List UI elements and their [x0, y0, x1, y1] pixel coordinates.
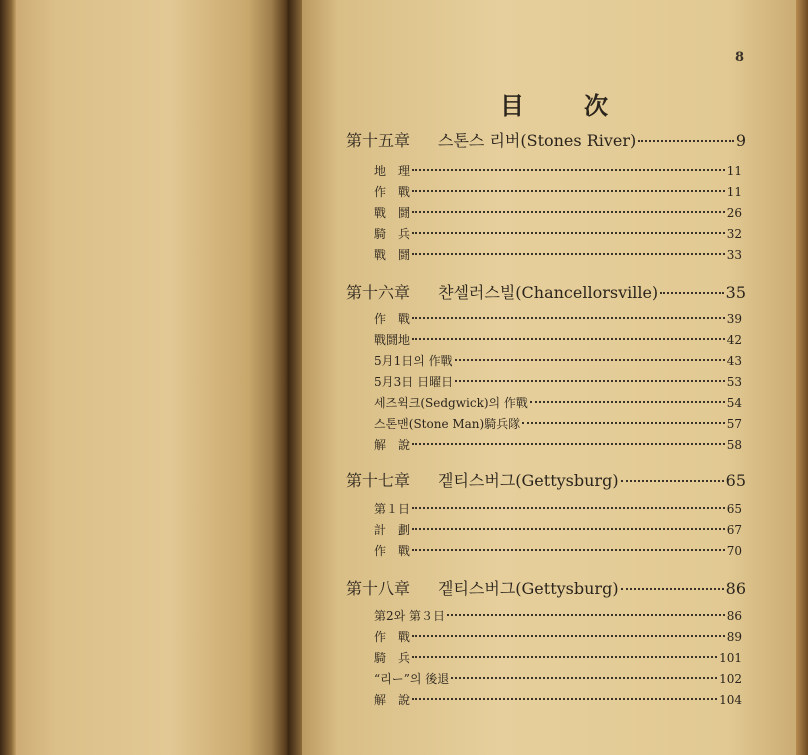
toc-entry	[374, 373, 742, 390]
toc-entry	[374, 500, 742, 517]
entry-page: 89	[726, 630, 742, 644]
entry-label: 作 戰	[374, 544, 411, 558]
chapter-number: 第十五章	[346, 131, 411, 150]
dot-leader	[621, 588, 724, 590]
entry-label: 戰鬪地	[374, 333, 411, 347]
dot-leader	[412, 190, 725, 192]
entry-label: 戰 鬪	[374, 206, 411, 220]
entry-label: 第１日	[374, 502, 411, 516]
entry-label: 5月3日 日曜日	[374, 375, 454, 389]
dot-leader	[455, 359, 725, 361]
dot-leader	[412, 211, 725, 213]
chapter-page: 65	[725, 471, 746, 490]
entry-page: 102	[719, 672, 742, 686]
entry-label: 5月1日의 作戰	[374, 354, 453, 368]
toc-entry	[374, 607, 742, 624]
book-gutter	[272, 0, 302, 755]
dot-leader	[412, 338, 725, 340]
toc-entry	[374, 394, 742, 411]
dot-leader	[412, 507, 725, 509]
entry-label: 作 戰	[374, 312, 411, 326]
entry-label: 作 戰	[374, 185, 411, 199]
toc-chapter-15	[346, 128, 746, 151]
toc-entry	[374, 225, 742, 242]
toc-entry	[374, 521, 742, 538]
entry-label: 第2와 第３日	[374, 609, 446, 623]
entry-label: 騎 兵	[374, 227, 411, 241]
chapter-number: 第十八章	[346, 579, 411, 598]
toc-entry	[374, 628, 742, 645]
entry-page: 86	[726, 609, 742, 623]
entry-page: 57	[726, 417, 742, 431]
entry-label: 地 理	[374, 164, 411, 178]
dot-leader	[530, 401, 725, 403]
toc-chapter-17	[346, 468, 746, 491]
toc-title-char: 次	[584, 91, 610, 120]
dot-leader	[412, 317, 725, 319]
entry-label: 騎 兵	[374, 651, 411, 665]
toc-entry	[374, 691, 742, 708]
entry-page: 11	[726, 185, 742, 199]
entry-page: 54	[726, 396, 742, 410]
left-page	[0, 0, 282, 755]
dot-leader	[412, 528, 725, 530]
toc-title-char: 目	[500, 91, 526, 120]
chapter-title: 챤셀러스빌(Chancellorsville)	[438, 283, 659, 302]
chapter-number: 第十七章	[346, 471, 411, 490]
dot-leader	[412, 253, 725, 255]
entry-page: 42	[726, 333, 742, 347]
dot-leader	[412, 169, 725, 171]
entry-page: 11	[726, 164, 742, 178]
toc-title	[500, 86, 610, 121]
entry-page: 104	[719, 693, 742, 707]
dot-leader	[451, 677, 717, 679]
entry-page: 101	[719, 651, 742, 665]
toc-entry	[374, 670, 742, 687]
toc-entry	[374, 352, 742, 369]
toc-entry	[374, 542, 742, 559]
entry-page: 39	[726, 312, 742, 326]
entry-label: 計 劃	[374, 523, 411, 537]
toc-entry	[374, 649, 742, 666]
entry-label: 作 戰	[374, 630, 411, 644]
entry-page: 65	[726, 502, 742, 516]
dot-leader	[412, 443, 725, 445]
toc-entry	[374, 204, 742, 221]
chapter-title: 겥티스버그(Gettysburg)	[438, 579, 619, 598]
entry-page: 70	[726, 544, 742, 558]
right-page-edge	[796, 0, 808, 755]
entry-label: 세즈윅크(Sedgwick)의 作戰	[374, 396, 528, 410]
dot-leader	[412, 549, 725, 551]
entry-label: 解 說	[374, 438, 411, 452]
toc-entry	[374, 246, 742, 263]
chapter-title: 겥티스버그(Gettysburg)	[438, 471, 619, 490]
chapter-number: 第十六章	[346, 283, 411, 302]
chapter-page: 86	[725, 579, 746, 598]
toc-chapter-16	[346, 280, 746, 303]
toc-entry	[374, 310, 742, 327]
dot-leader	[455, 380, 725, 382]
dot-leader	[660, 292, 723, 294]
dot-leader	[447, 614, 725, 616]
page-number: 8	[735, 50, 745, 65]
entry-page: 33	[726, 248, 742, 262]
dot-leader	[638, 140, 734, 142]
entry-label: “리ー”의 後退	[374, 672, 450, 686]
left-page-edge	[0, 0, 16, 755]
chapter-page: 35	[725, 283, 746, 302]
entry-page: 26	[726, 206, 742, 220]
toc-entry	[374, 183, 742, 200]
chapter-page: 9	[735, 131, 746, 150]
entry-label: 스톤맨(Stone Man)騎兵隊	[374, 417, 521, 431]
entry-page: 53	[726, 375, 742, 389]
dot-leader	[412, 635, 725, 637]
toc-entry	[374, 331, 742, 348]
chapter-title: 스톤스 리버(Stones River)	[438, 131, 637, 150]
entry-page: 67	[726, 523, 742, 537]
dot-leader	[621, 480, 724, 482]
toc-chapter-18	[346, 576, 746, 599]
entry-page: 43	[726, 354, 742, 368]
entry-page: 32	[726, 227, 742, 241]
dot-leader	[412, 698, 717, 700]
toc-entry	[374, 436, 742, 453]
toc-entry	[374, 162, 742, 179]
toc-entry	[374, 415, 742, 432]
dot-leader	[522, 422, 724, 424]
entry-label: 戰 鬪	[374, 248, 411, 262]
entry-label: 解 說	[374, 693, 411, 707]
dot-leader	[412, 232, 725, 234]
dot-leader	[412, 656, 717, 658]
entry-page: 58	[726, 438, 742, 452]
